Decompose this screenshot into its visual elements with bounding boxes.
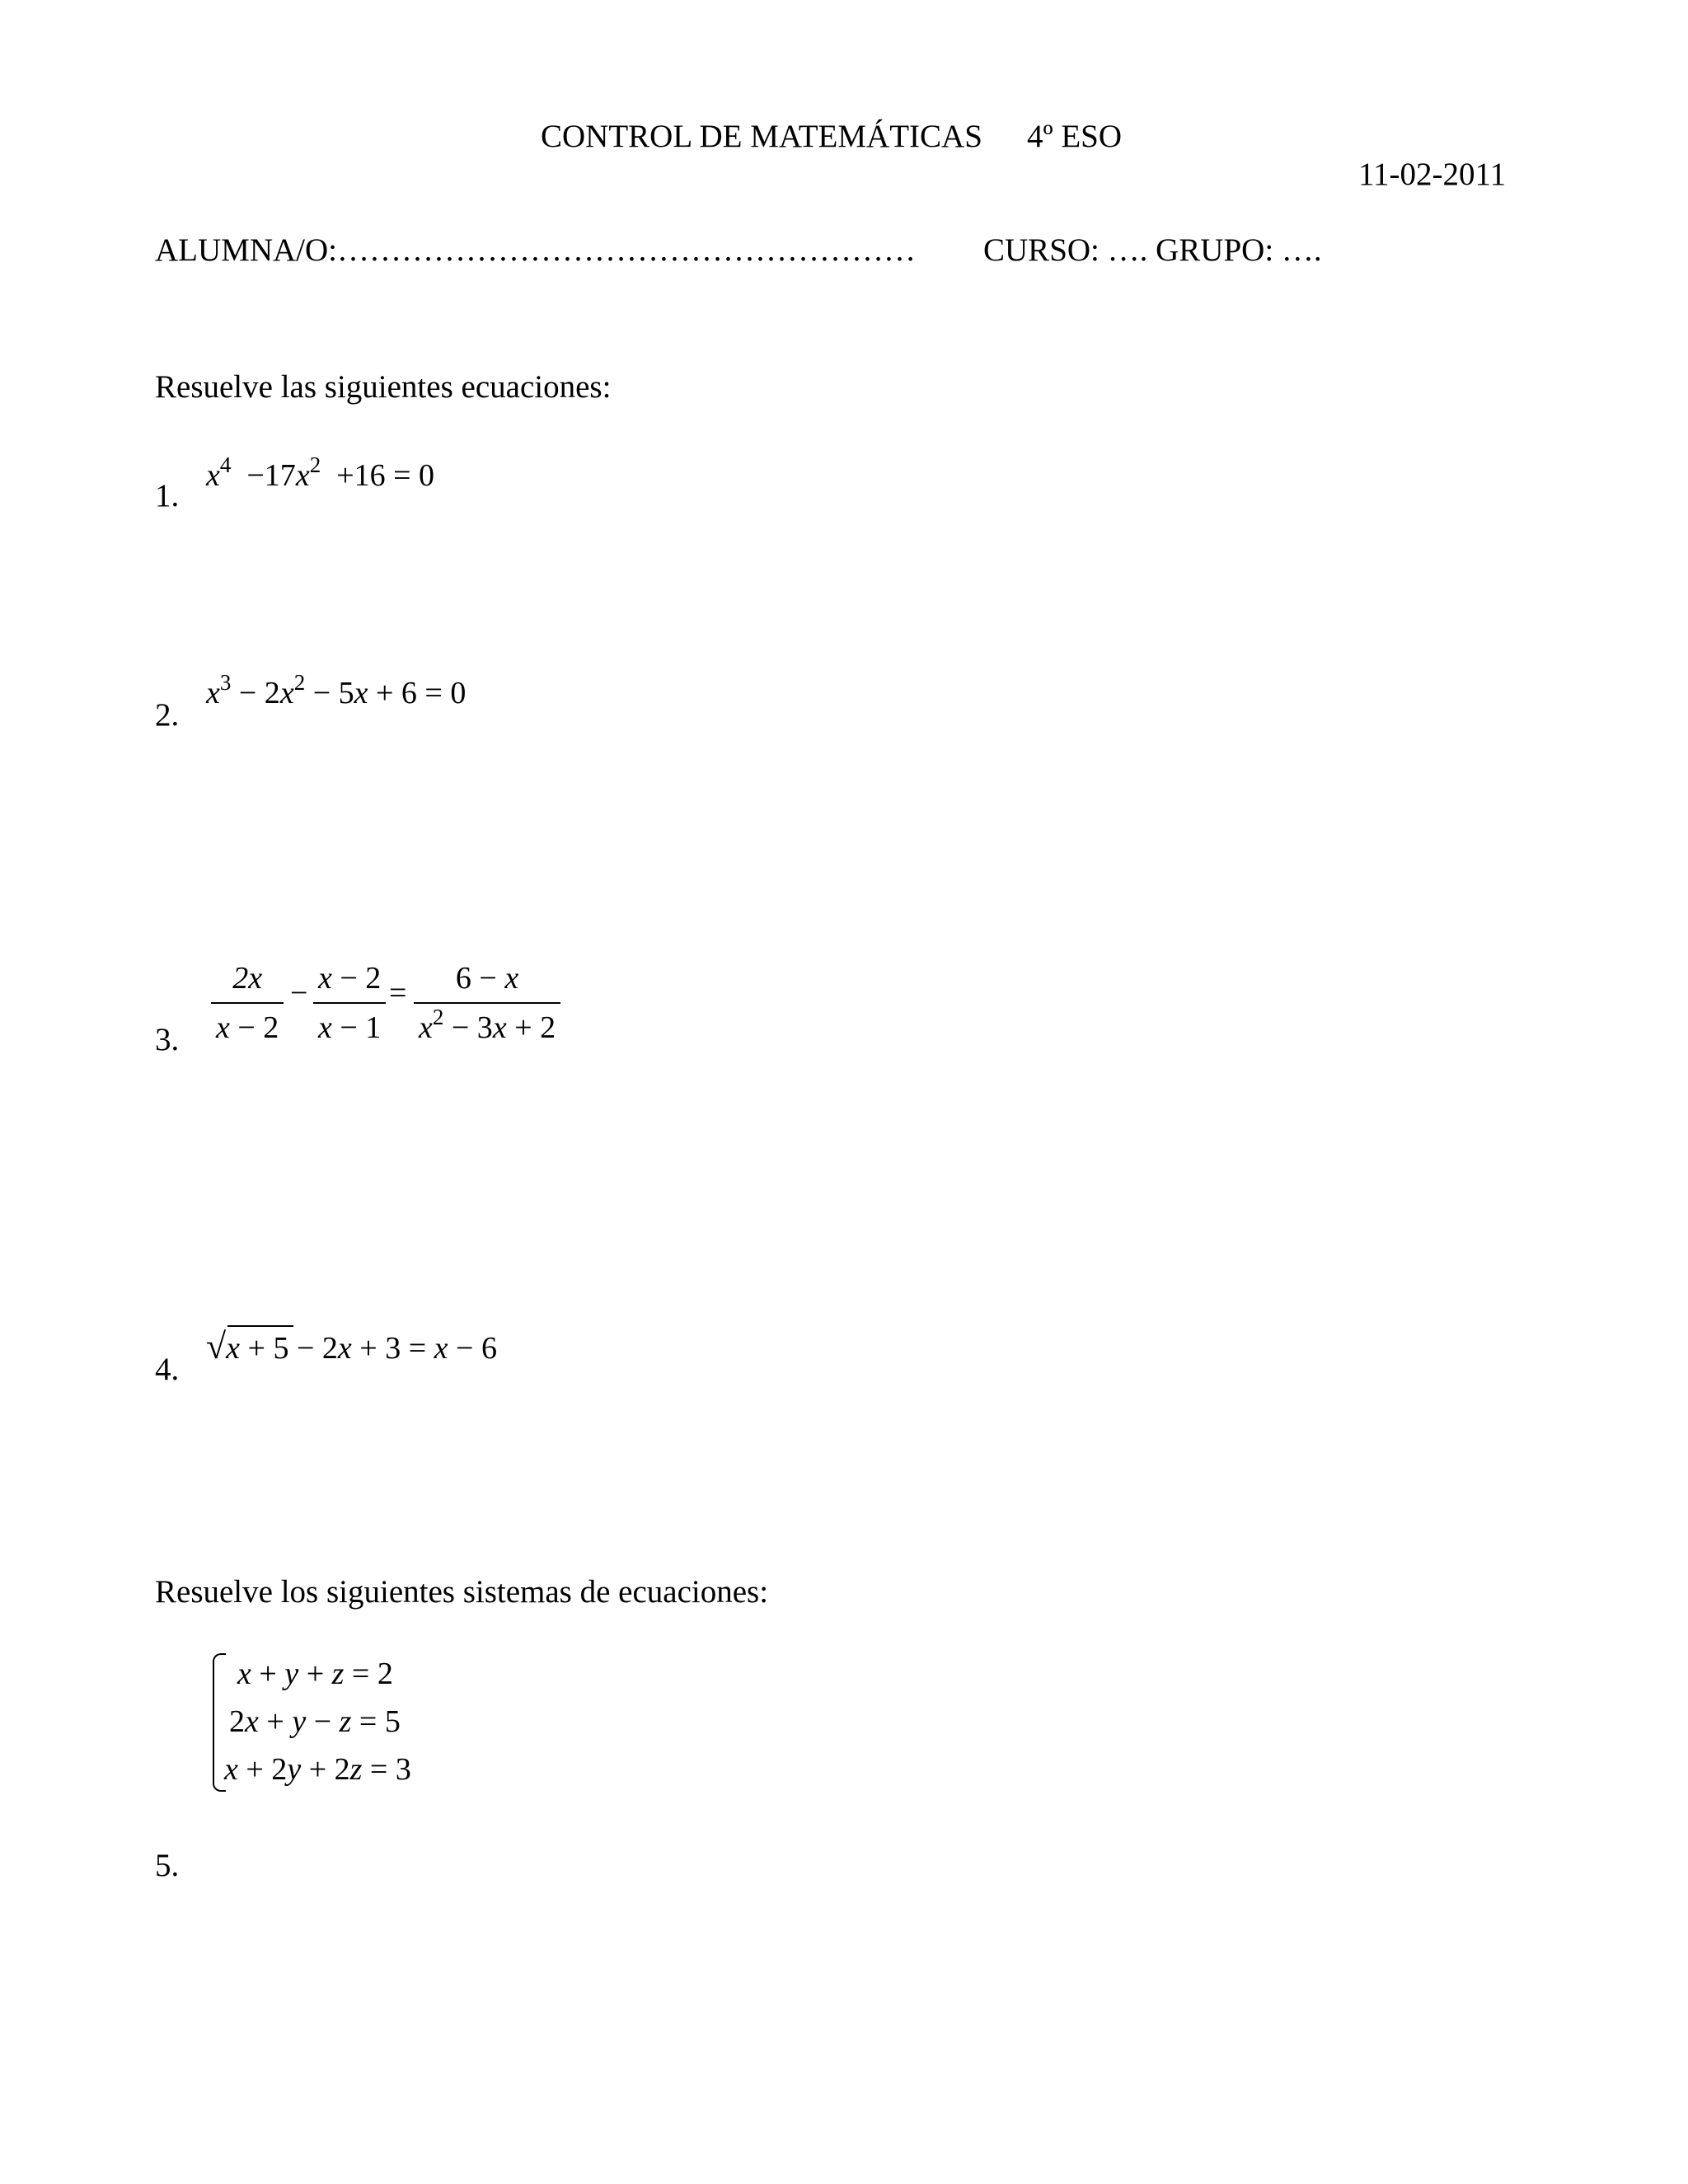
system-equation-1: x + y + z = 2: [237, 1657, 393, 1691]
fraction-2x-over-x-minus-2: 2x x − 2: [211, 963, 284, 1043]
problem-4-number: 4.: [155, 1352, 180, 1387]
section-1-instruction: Resuelve las siguientes ecuaciones:: [155, 369, 612, 405]
student-name-field: ALUMNA/O:………………………………………………: [155, 232, 916, 268]
fraction-6-minus-x-over-quadratic: 6 − x $x^2 - 3x + 2$: [414, 963, 560, 1043]
problem-5-number: 5.: [155, 1848, 180, 1883]
minus-sign: −: [290, 976, 308, 1010]
exam-title: CONTROL DE MATEMÁTICAS: [541, 119, 982, 154]
exam-date: 11-02-2011: [1358, 157, 1507, 192]
problem-1-number: 1.: [155, 478, 180, 513]
equals-sign: =: [389, 976, 407, 1010]
problem-4-equation: √x + 5 − 2x + 3 = x − 6: [206, 1326, 497, 1366]
system-equation-3: x + 2y + 2z = 3: [224, 1752, 411, 1787]
problem-1-equation: $x^4 -17x^2 +16 = 0$: [206, 452, 435, 493]
fraction-x-minus-2-over-x-minus-1: x − 2 x − 1: [313, 963, 386, 1043]
system-equation-2: 2x + y − z = 5: [229, 1704, 401, 1739]
sqrt-overline: [227, 1325, 293, 1327]
course-group-field: CURSO: …. GRUPO: ….: [983, 232, 1322, 268]
sqrt-sign: √: [206, 1326, 227, 1366]
section-2-instruction: Resuelve los siguientes sistemas de ecuaciones:: [155, 1574, 769, 1610]
problem-2-number: 2.: [155, 697, 180, 733]
problem-3-number: 3.: [155, 1022, 180, 1057]
problem-2-equation: $x^3 - 2x^2 - 5x + 6 = 0$: [206, 670, 467, 710]
exam-level: 4º ESO: [1027, 119, 1123, 154]
